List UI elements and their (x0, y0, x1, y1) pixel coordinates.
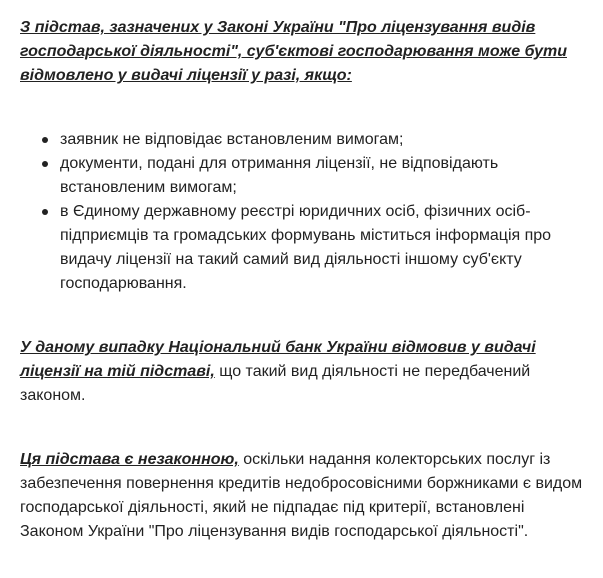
conclusion-emphasis[interactable]: Ця підстава є незаконною, (20, 451, 239, 468)
case-text[interactable]: що такий вид діяльності не передбачений законом. (20, 363, 531, 404)
conclusion-paragraph[interactable] (20, 448, 589, 544)
list-item[interactable]: документи, подані для отримання ліцензії, не відповідають встановленим вимогам; (60, 152, 589, 200)
list-item[interactable]: в Єдиному державному реєстрі юридичних осіб, фізичних осіб-підприємців та громадських формувань міститься інформація про видачу ліцензії на такий самий вид діяльності іншому суб'єкту господарювання. (60, 200, 589, 296)
list-item[interactable]: заявник не відповідає встановленим вимогам; (60, 128, 589, 152)
intro-paragraph[interactable] (20, 16, 589, 88)
intro-emphasis[interactable]: З підстав, зазначених у Законі України "Про ліцензування видів господарської діяльності", суб'єктові господарювання може бути відмовлено у видачі ліцензії у разі, якщо: (20, 19, 567, 84)
case-emphasis[interactable]: У даному випадку Національний банк України відмовив у видачі ліцензії на тій підставі, (20, 339, 536, 380)
case-paragraph[interactable] (20, 336, 589, 408)
conclusion-text[interactable]: оскільки надання колекторських послуг із забезпечення повернення кредитів недобросовісними боржниками є видом господарської діяльності, який не підпадає під критерії, встановлені Законом України "Про ліцензування видів господарської діяльності". (20, 451, 583, 540)
refusal-grounds-list (20, 128, 589, 296)
